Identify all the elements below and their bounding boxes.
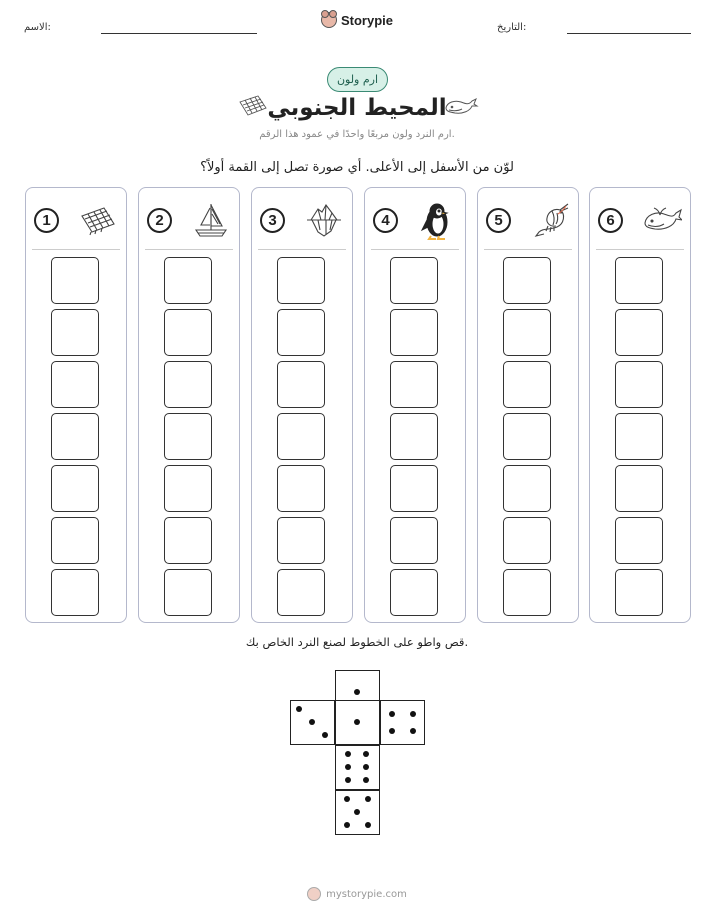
column-divider	[596, 249, 684, 250]
color-box[interactable]	[503, 257, 551, 304]
dice-pip	[344, 822, 350, 828]
color-box[interactable]	[277, 413, 325, 460]
color-box[interactable]	[51, 257, 99, 304]
column-number: 2	[147, 208, 172, 233]
dice-pip	[344, 796, 350, 802]
color-box[interactable]	[390, 517, 438, 564]
color-box[interactable]	[51, 361, 99, 408]
color-box[interactable]	[164, 465, 212, 512]
color-box[interactable]	[390, 309, 438, 356]
dice-pip	[410, 728, 416, 734]
color-box[interactable]	[277, 257, 325, 304]
column-divider	[258, 249, 346, 250]
color-box[interactable]	[390, 257, 438, 304]
color-box[interactable]	[164, 309, 212, 356]
color-box[interactable]	[51, 569, 99, 616]
footer	[0, 887, 714, 901]
color-box[interactable]	[615, 517, 663, 564]
dice-pip	[345, 764, 351, 770]
shrimp-icon	[530, 200, 570, 240]
dice-face-5	[335, 790, 380, 835]
column-divider	[484, 249, 572, 250]
iceberg-icon	[304, 200, 344, 240]
color-box[interactable]	[390, 413, 438, 460]
column-number: 4	[373, 208, 398, 233]
color-box[interactable]	[51, 465, 99, 512]
dice-pip	[345, 777, 351, 783]
penguin-icon	[417, 200, 457, 240]
color-box[interactable]	[390, 465, 438, 512]
color-box[interactable]	[615, 361, 663, 408]
sailboat-icon	[191, 200, 231, 240]
color-box[interactable]	[51, 309, 99, 356]
color-box[interactable]	[277, 517, 325, 564]
dice-pip	[363, 764, 369, 770]
color-box[interactable]	[390, 361, 438, 408]
color-box[interactable]	[503, 413, 551, 460]
column-header	[598, 200, 682, 240]
cut-instruction: قص واطو على الخطوط لصنع النرد الخاص بك.	[245, 635, 469, 649]
whale-icon	[443, 96, 479, 118]
color-box[interactable]	[277, 569, 325, 616]
dice-pip	[354, 689, 360, 695]
dice-pip	[389, 711, 395, 717]
dice-column-1	[25, 187, 127, 623]
footer-url[interactable]: mystorypie.com	[326, 888, 407, 900]
dice-face-3	[290, 700, 335, 745]
color-box[interactable]	[615, 413, 663, 460]
dice-pip	[410, 711, 416, 717]
color-box[interactable]	[51, 413, 99, 460]
dice-column-3	[251, 187, 353, 623]
name-line[interactable]	[101, 33, 257, 34]
color-box[interactable]	[615, 309, 663, 356]
dice-face-4	[380, 700, 425, 745]
dice-face-1	[335, 700, 380, 745]
dice-face-6	[335, 745, 380, 790]
dice-pip	[365, 796, 371, 802]
color-box[interactable]	[51, 517, 99, 564]
date-label: التاريخ:	[497, 22, 527, 33]
dice-column-2	[138, 187, 240, 623]
instruction: لوّن من الأسفل إلى الأعلى. أي صورة تصل إلى القمة أولاً؟	[200, 160, 514, 175]
dice-pip	[296, 706, 302, 712]
dice-pip	[363, 751, 369, 757]
name-label: الاسم:	[24, 22, 51, 33]
dice-pip	[354, 719, 360, 725]
color-box[interactable]	[164, 361, 212, 408]
dice-pip	[322, 732, 328, 738]
whale-icon	[642, 200, 682, 240]
column-header	[373, 200, 457, 240]
color-box[interactable]	[615, 569, 663, 616]
date-line[interactable]	[567, 33, 691, 34]
dice-column-6	[589, 187, 691, 623]
column-header	[147, 200, 231, 240]
color-box[interactable]	[277, 309, 325, 356]
dice-column-5	[477, 187, 579, 623]
color-box[interactable]	[164, 413, 212, 460]
page-title: المحيط الجنوبي	[267, 95, 447, 121]
bear-icon	[321, 12, 337, 28]
brand-logo	[0, 12, 714, 28]
dice-pip	[345, 751, 351, 757]
dice-pip	[354, 809, 360, 815]
color-box[interactable]	[277, 465, 325, 512]
color-box[interactable]	[615, 465, 663, 512]
dice-column-4	[364, 187, 466, 623]
dice-pip	[389, 728, 395, 734]
color-box[interactable]	[390, 569, 438, 616]
column-header	[260, 200, 344, 240]
activity-badge: ارم ولون	[327, 67, 388, 92]
brand-name: Storypie	[340, 12, 393, 28]
color-box[interactable]	[503, 361, 551, 408]
dice-pip	[365, 822, 371, 828]
column-number: 1	[34, 208, 59, 233]
color-box[interactable]	[503, 465, 551, 512]
column-number: 3	[260, 208, 285, 233]
color-box[interactable]	[277, 361, 325, 408]
color-box[interactable]	[503, 309, 551, 356]
column-number: 6	[598, 208, 623, 233]
color-box[interactable]	[503, 569, 551, 616]
dice-pip	[363, 777, 369, 783]
subtitle: ارم النرد ولون مربعًا واحدًا في عمود هذا الرقم.	[259, 129, 455, 140]
column-divider	[371, 249, 459, 250]
column-number: 5	[486, 208, 511, 233]
color-box[interactable]	[164, 569, 212, 616]
color-box[interactable]	[503, 517, 551, 564]
column-divider	[32, 249, 120, 250]
bear-icon	[307, 887, 321, 901]
color-box[interactable]	[164, 517, 212, 564]
color-box[interactable]	[164, 257, 212, 304]
color-box[interactable]	[615, 257, 663, 304]
dice-pip	[309, 719, 315, 725]
column-header	[34, 200, 118, 240]
raft-icon	[78, 200, 118, 240]
column-divider	[145, 249, 233, 250]
column-header	[486, 200, 570, 240]
